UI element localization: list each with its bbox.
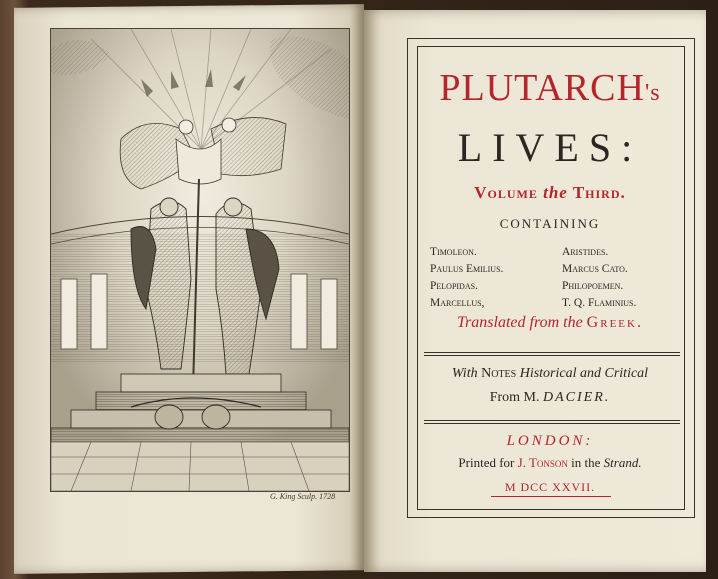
notes-prefix: With <box>451 366 478 381</box>
title-suffix: 's <box>644 80 661 106</box>
life-entry: Timoleon. <box>430 246 477 258</box>
translated-greek: Greek. <box>586 314 643 331</box>
printed-mid: in the <box>571 455 601 470</box>
translated-prefix: Translated from the <box>457 314 583 331</box>
divider-rule <box>424 420 680 421</box>
life-entry: Paulus Emilius. <box>430 263 504 275</box>
notes-word: Notes <box>481 366 517 381</box>
volume-line <box>420 183 680 203</box>
engraver-credit: G. King Sculp. 1728 <box>270 492 336 501</box>
imprint-date: M DCC XXVII. <box>504 480 596 494</box>
printed-publisher: J. Tonson <box>517 455 568 470</box>
volume-third: Third. <box>572 183 626 202</box>
imprint-city: LONDON: <box>506 433 594 449</box>
notes-rest: Historical and Critical <box>519 366 649 381</box>
divider-rule <box>424 423 680 424</box>
divider-rule <box>424 352 680 353</box>
lives-list-right <box>562 244 636 312</box>
life-entry: Marcellus, <box>430 297 485 309</box>
volume-prefix: Volume <box>474 183 538 202</box>
title-main: PLUTARCH <box>439 67 645 109</box>
frontispiece-engraving <box>50 28 350 492</box>
divider-rule <box>424 355 680 356</box>
life-entry: Philopoemen. <box>562 280 624 292</box>
notes-line <box>420 366 680 382</box>
engraving-illustration <box>51 29 349 491</box>
printed-prefix: Printed for <box>458 455 515 470</box>
from-line <box>420 390 680 406</box>
printed-place: Strand. <box>603 455 642 470</box>
life-entry: Aristides. <box>562 246 609 258</box>
imprint-line <box>420 455 680 471</box>
translated-line <box>420 314 680 332</box>
from-name: DACIER. <box>543 390 611 405</box>
life-entry: Pelopidas. <box>430 280 478 292</box>
life-entry: T. Q. Flaminius. <box>562 297 637 309</box>
date-underline <box>491 496 611 497</box>
life-entry: Marcus Cato. <box>562 263 628 275</box>
containing-label: CONTAINING <box>499 216 601 231</box>
from-prefix: From M. <box>489 390 540 405</box>
title-plutarch <box>420 66 680 110</box>
title-lives: LIVES: <box>457 125 643 170</box>
lives-list-left <box>430 244 503 312</box>
volume-the: the <box>543 183 568 202</box>
